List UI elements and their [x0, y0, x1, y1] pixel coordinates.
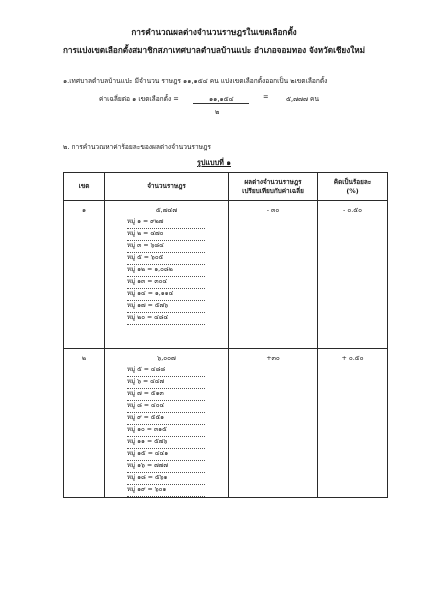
village-item: หมู่ ๑๓ = ๓๐๔	[127, 277, 205, 289]
village-item: หมู่ ๕ = ๔๘๘	[127, 365, 205, 377]
village-list	[105, 217, 228, 325]
header-zone: เขต	[64, 173, 105, 201]
section1-text: ๑.เทศบาลตำบลบ้านแปะ มีจำนวน ราษฎร ๑๑,๑๕๔ คน แบ่งเขตเลือกตั้งออกเป็น ๒เขตเลือกตั้ง	[63, 77, 328, 85]
formula-denominator: ๒	[215, 108, 220, 116]
population-total: ๖,๐๐๗	[157, 354, 176, 362]
formula-equals: =	[263, 93, 269, 101]
village-item: หมู่ ๑๕ = ๔๔๑	[127, 449, 205, 461]
population-table	[63, 172, 388, 498]
village-item: หมู่ ๑๑ = ๕๗๖	[127, 437, 205, 449]
village-item: หมู่ ๑๖ = ๗๗๗	[127, 461, 205, 473]
header-percent	[318, 173, 388, 201]
village-item: หมู่ ๑๘ = ๕๖๑	[127, 473, 205, 485]
section2-text: ๒. การคำนวณหาค่าร้อยละของผลต่างจำนวนราษฎร	[63, 143, 211, 151]
village-item: หมู่ ๑๙ = ๖๐๑	[127, 485, 205, 497]
village-item: หมู่ ๒๐ = ๔๘๔	[127, 313, 205, 325]
header-difference-line2: เปรียบเทียบกับค่าเฉลี่ย	[242, 186, 304, 195]
table-row-zone-1	[64, 201, 388, 349]
difference-value: - ๓๐	[266, 206, 280, 214]
header-population: จำนวนราษฎร	[105, 173, 229, 201]
village-item: หมู่ ๕ = ๖๐๕	[127, 253, 205, 265]
table-header-row	[64, 173, 388, 201]
percent-value: - ๐.๕๐	[342, 206, 362, 214]
village-list	[105, 365, 228, 497]
difference-cell	[229, 349, 318, 498]
village-item: หมู่ ๗ = ๕๑๓	[127, 389, 205, 401]
percent-cell	[318, 349, 388, 498]
formula-label: ค่าเฉลี่ยต่อ ๑ เขตเลือกตั้ง =	[99, 95, 179, 103]
population-cell	[105, 349, 229, 498]
header-percent-line2: (%)	[346, 186, 359, 195]
document-subtitle: การแบ่งเขตเลือกตั้งสมาชิกสภาเทศบาลตำบลบ้านแปะ อำเภอจอมทอง จังหวัดเชียงใหม่	[62, 45, 366, 55]
zone-cell	[64, 349, 105, 498]
zone-cell	[64, 201, 105, 349]
percent-cell	[318, 201, 388, 349]
percent-value: + ๐.๕๐	[341, 354, 364, 362]
village-item: หมู่ ๑๗ = ๕๗๖	[127, 301, 205, 313]
village-item: หมู่ ๑๔ = ๑,๑๑๔	[127, 289, 205, 301]
zone-number: ๒	[81, 354, 87, 362]
village-item: หมู่ ๒ = ๔๗๐	[127, 229, 205, 241]
header-difference-line1: ผลต่างจำนวนราษฎร	[244, 177, 302, 186]
zone-number: ๑	[81, 206, 87, 214]
table-title: รูปแบบที่ ๑	[197, 158, 231, 167]
header-difference	[229, 173, 318, 201]
village-item: หมู่ ๓ = ๖๘๔	[127, 241, 205, 253]
difference-cell	[229, 201, 318, 349]
village-item: หมู่ ๑ = ๙๒๗	[127, 217, 205, 229]
village-item: หมู่ ๙ = ๕๕๑	[127, 413, 205, 425]
table-row-zone-2	[64, 349, 388, 498]
difference-value: +๓๐	[266, 354, 280, 362]
document-title: การคำนวณผลต่างจำนวนราษฎรในเขตเลือกตั้ง	[131, 27, 297, 37]
formula-numerator: ๑๑,๑๕๔	[209, 95, 234, 103]
village-item: หมู่ ๑๒ = ๑,๐๘๒	[127, 265, 205, 277]
population-cell	[105, 201, 229, 349]
formula-result: ๕,๗๗๗ คน	[286, 95, 319, 103]
village-item: หมู่ ๑๐ = ๓๑๕	[127, 425, 205, 437]
fraction-bar	[193, 103, 249, 104]
header-percent-line1: คิดเป็นร้อยละ	[333, 177, 372, 186]
village-item: หมู่ ๘ = ๔๐๔	[127, 401, 205, 413]
village-item: หมู่ ๖ = ๔๔๗	[127, 377, 205, 389]
population-total: ๕,๗๔๗	[155, 206, 178, 214]
